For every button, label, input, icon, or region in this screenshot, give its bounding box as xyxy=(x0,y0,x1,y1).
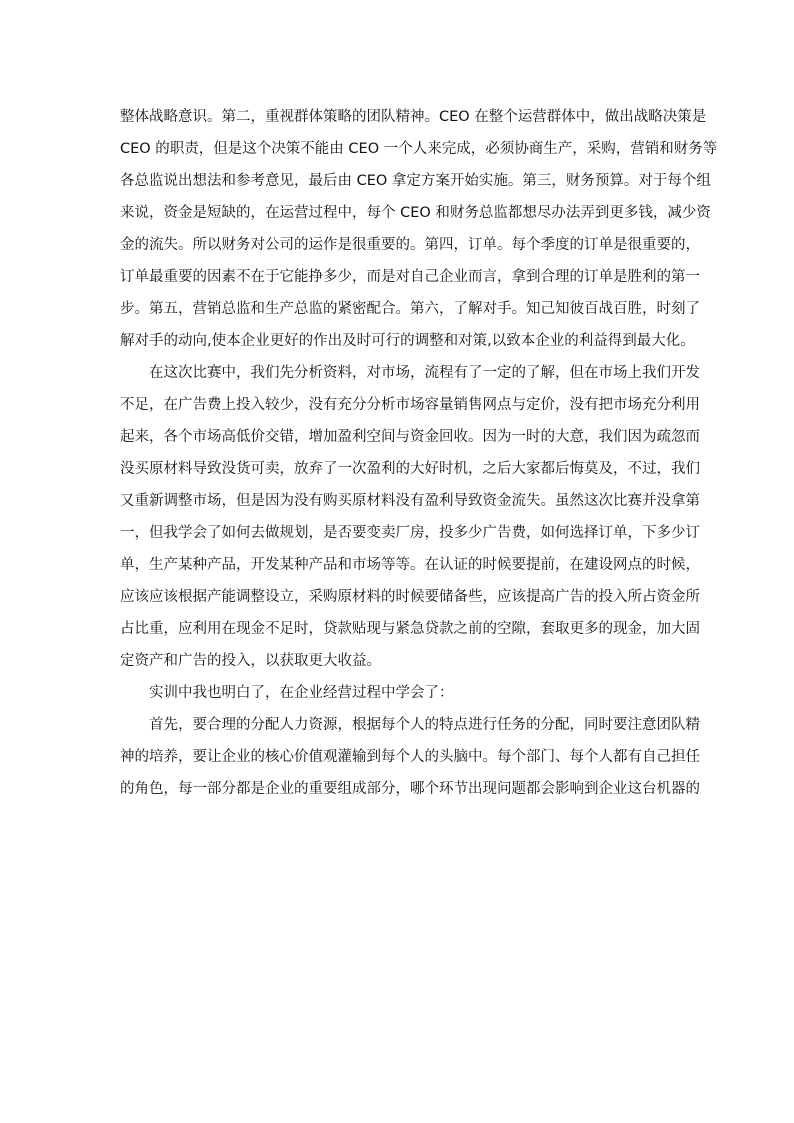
text-line: 的角色，每一部分都是企业的重要组成部分，哪个环节出现问题都会影响到企业这台机器的 xyxy=(120,781,700,797)
text-line: CEO 的职责，但是这个决策不能由 CEO 一个人来完成，必须协商生产，采购，营销和财务等 xyxy=(120,141,718,157)
text-line: 整体战略意识。第二，重视群体策略的团队精神。CEO 在整个运营群体中，做出战略决策是 xyxy=(120,109,707,125)
text-line: 没买原材料导致没货可卖，放弃了一次盈利的大好时机，之后大家都后悔莫及，不过，我们 xyxy=(120,461,700,477)
text-line: 来说，资金是短缺的，在运营过程中，每个 CEO 和财务总监都想尽办法弄到更多钱，减少资 xyxy=(120,205,711,221)
paragraph-start-line: 在这次比赛中，我们先分析资料，对市场，流程有了一定的了解，但在市场上我们开发 xyxy=(149,365,700,381)
text-line: 一，但我学会了如何去做规划，是否要变卖厂房，投多少广告费，如何选择订单，下多少订 xyxy=(120,525,700,541)
text-line: 定资产和广告的投入，以获取更大收益。 xyxy=(120,653,381,669)
text-line: 步。第五，营销总监和生产总监的紧密配合。第六，了解对手。知己知彼百战百胜，时刻了 xyxy=(120,301,700,317)
text-line: 神的培养，要让企业的核心价值观灌输到每个人的头脑中。每个部门、每个人都有自己担任 xyxy=(120,749,700,765)
document-body xyxy=(120,101,718,805)
text-line: 单，生产某种产品，开发某种产品和市场等等。在认证的时候要提前，在建设网点的时候， xyxy=(120,557,700,573)
paragraph-start-line: 实训中我也明白了，在企业经营过程中学会了： xyxy=(149,685,454,701)
text-line: 金的流失。所以财务对公司的运作是很重要的。第四，订单。每个季度的订单是很重要的， xyxy=(120,237,700,253)
text-line: 应该应该根据产能调整设立，采购原材料的时候要储备些，应该提高广告的投入所占资金所 xyxy=(120,589,700,605)
text-line: 解对手的动向,使本企业更好的作出及时可行的调整和对策,以致本企业的利益得到最大化。 xyxy=(120,333,695,349)
text-line: 不足，在广告费上投入较少，没有充分分析市场容量销售网点与定价，没有把市场充分利用 xyxy=(120,397,700,413)
text-line: 各总监说出想法和参考意见，最后由 CEO 拿定方案开始实施。第三，财务预算。对于每个组 xyxy=(120,173,711,189)
text-line: 又重新调整市场，但是因为没有购买原材料没有盈利导致资金流失。虽然这次比赛并没拿第 xyxy=(120,493,700,509)
paragraph-start-line: 首先，要合理的分配人力资源，根据每个人的特点进行任务的分配，同时要注意团队精 xyxy=(149,717,700,733)
text-line: 起来，各个市场高低价交错，增加盈利空间与资金回收。因为一时的大意，我们因为疏忽而 xyxy=(120,429,700,445)
text-line: 占比重，应利用在现金不足时，贷款贴现与紧急贷款之前的空隙，套取更多的现金，加大固 xyxy=(120,621,700,637)
text-line: 订单最重要的因素不在于它能挣多少，而是对自己企业而言，拿到合理的订单是胜利的第一 xyxy=(120,269,700,285)
